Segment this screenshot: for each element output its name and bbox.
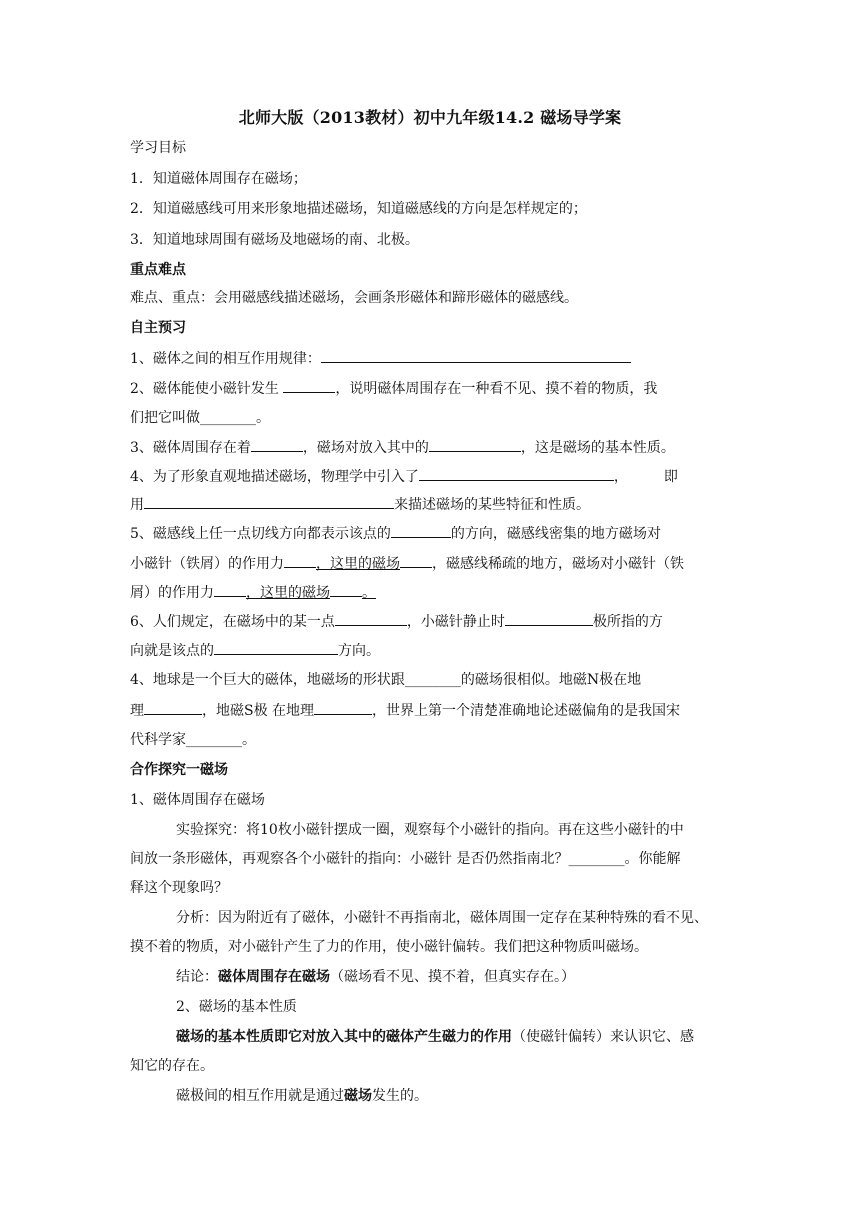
question-text: 理 bbox=[130, 703, 144, 719]
property-bold: 磁场的基本性质即它对放入其中的磁体产生磁力的作用 bbox=[176, 1029, 512, 1045]
question-5 bbox=[130, 523, 730, 544]
question-text: 的方向，磁感线密集的地方磁场对 bbox=[450, 526, 661, 542]
key-text: 难点、重点：会用磁感线描述磁场，会画条形磁体和蹄形磁体的磁感线。 bbox=[130, 290, 578, 306]
question-text: 间放一条形磁体，再观察各个小磁针的指向：小磁针 是否仍然指南北？ bbox=[130, 851, 569, 867]
pole-interaction-text bbox=[176, 1086, 776, 1106]
question-3 bbox=[130, 437, 730, 458]
question-text: ， bbox=[613, 469, 628, 485]
question-text: ，小磁针静止时 bbox=[406, 614, 505, 630]
answer-blank[interactable] bbox=[419, 466, 614, 481]
answer-blank[interactable] bbox=[391, 523, 451, 538]
question-6 bbox=[130, 611, 730, 632]
question-7-cont bbox=[130, 700, 730, 721]
question-text: 。你能解 bbox=[624, 851, 681, 867]
answer-blank[interactable] bbox=[330, 582, 362, 597]
conclusion-bold: 磁体周围存在磁场 bbox=[218, 969, 330, 985]
conclusion bbox=[176, 967, 776, 987]
answer-blank[interactable]: ________ bbox=[404, 672, 461, 688]
property-text bbox=[176, 1027, 776, 1047]
conclusion-label: 结论： bbox=[176, 969, 218, 985]
question-text: 向就是该点的 bbox=[130, 643, 214, 659]
pole-bold: 磁场 bbox=[344, 1088, 372, 1104]
answer-blank[interactable] bbox=[335, 611, 407, 626]
answer-blank[interactable] bbox=[144, 700, 202, 715]
question-text: 方向。 bbox=[338, 643, 380, 659]
question-text: 。 bbox=[242, 732, 256, 748]
answer-blank[interactable]: ________ bbox=[186, 732, 242, 748]
question-5-cont bbox=[130, 553, 730, 574]
question-6-cont bbox=[130, 640, 730, 661]
question-text: 来描述磁场的某些特征和性质。 bbox=[394, 497, 590, 513]
question-text: 5、磁感线上任一点切线方向都表示该点的 bbox=[130, 526, 391, 542]
explore-subheading: 1、磁体周围存在磁场 bbox=[130, 792, 265, 808]
pole-text-end: 发生的。 bbox=[372, 1088, 428, 1104]
objective-item: 2．知道磁感线可用来形象地描述磁场，知道磁感线的方向是怎样规定的； bbox=[130, 201, 587, 217]
question-2 bbox=[130, 378, 730, 399]
question-text: 们把它叫做 bbox=[130, 410, 200, 426]
question-text: 。 bbox=[362, 585, 376, 601]
question-text: 2、磁体能使小磁针发生 bbox=[130, 381, 279, 397]
question-text: 4、为了形象直观地描述磁场，物理学中引入了 bbox=[130, 469, 419, 485]
pole-text: 磁极间的相互作用就是通过 bbox=[176, 1088, 344, 1104]
answer-blank[interactable] bbox=[144, 494, 394, 509]
answer-blank[interactable] bbox=[214, 640, 338, 655]
answer-blank[interactable] bbox=[251, 437, 303, 452]
answer-blank[interactable]: ________。 bbox=[200, 410, 270, 426]
property-rest: （使磁针偏转）来认识它、感 bbox=[512, 1029, 694, 1045]
question-text: 屑）的作用力 bbox=[130, 585, 214, 601]
question-text: 小磁针（铁屑）的作用力 bbox=[130, 556, 284, 572]
explore-heading: 合作探究一磁场 bbox=[130, 762, 228, 778]
question-text: 6、人们规定，在磁场中的某一点 bbox=[130, 614, 335, 630]
answer-blank[interactable]: ________ bbox=[568, 851, 625, 867]
answer-blank[interactable] bbox=[283, 378, 335, 393]
answer-blank[interactable] bbox=[284, 553, 316, 568]
answer-blank[interactable] bbox=[400, 553, 432, 568]
experiment-text-cont2: 释这个现象吗？ bbox=[130, 880, 228, 896]
question-5-cont2 bbox=[130, 582, 730, 603]
page-title: 北师大版（2013教材）初中九年级14.2 磁场导学案 bbox=[238, 108, 622, 127]
property-text-cont: 知它的存在。 bbox=[130, 1058, 214, 1074]
answer-blank[interactable] bbox=[429, 437, 521, 452]
experiment-text: 实验探究：将10枚小磁针摆成一圈，观察每个小磁针的指向。再在这些小磁针的中 bbox=[176, 822, 684, 838]
objective-item: 1．知道磁体周围存在磁场； bbox=[130, 171, 307, 187]
answer-blank[interactable] bbox=[321, 348, 631, 363]
answer-blank[interactable] bbox=[314, 700, 372, 715]
objective-item: 3．知道地球周围有磁场及地磁场的南、北极。 bbox=[130, 232, 419, 248]
conclusion-rest: （磁场看不见、摸不着，但真实存在。） bbox=[330, 969, 575, 985]
preview-heading: 自主预习 bbox=[130, 320, 186, 336]
question-text: 用 bbox=[130, 497, 144, 513]
question-text: ，这里的磁场 bbox=[246, 585, 330, 601]
question-text: ，磁感线稀疏的地方，磁场对小磁针（铁 bbox=[432, 556, 684, 572]
answer-blank[interactable] bbox=[214, 582, 246, 597]
question-text: ，世界上第一个清楚准确地论述磁偏角的是我国宋 bbox=[372, 703, 681, 719]
question-7-cont2 bbox=[130, 730, 730, 750]
question-text: ，这里的磁场 bbox=[316, 556, 400, 572]
key-heading: 重点难点 bbox=[130, 262, 186, 278]
question-text: 即 bbox=[663, 469, 678, 485]
question-text: ，磁场对放入其中的 bbox=[302, 440, 429, 456]
objectives-heading: 学习目标 bbox=[130, 140, 186, 156]
question-text: 1、磁体之间的相互作用规律： bbox=[130, 351, 321, 367]
question-text: 3、磁体周围存在着 bbox=[130, 440, 251, 456]
analysis-text: 分析：因为附近有了磁体，小磁针不再指南北，磁体周围一定存在某种特殊的看不见、 bbox=[176, 910, 708, 926]
explore-subheading-2: 2、磁场的基本性质 bbox=[176, 999, 297, 1015]
question-text: ，地磁S极 在地理 bbox=[202, 703, 315, 719]
question-text: 极所指的方 bbox=[592, 614, 663, 630]
question-7 bbox=[130, 670, 730, 690]
question-text: ，说明磁体周围存在一种看不见、摸不着的物质，我 bbox=[335, 381, 658, 397]
experiment-text-cont bbox=[130, 849, 730, 869]
question-4-cont bbox=[130, 494, 730, 515]
question-2-cont bbox=[130, 408, 730, 428]
question-text: 代科学家 bbox=[130, 732, 186, 748]
question-text: ，这是磁场的基本性质。 bbox=[520, 440, 675, 456]
answer-blank[interactable] bbox=[505, 611, 593, 626]
question-1 bbox=[130, 348, 730, 369]
question-4 bbox=[130, 466, 730, 487]
analysis-text-cont: 摸不着的物质，对小磁针产生了力的作用，使小磁针偏转。我们把这种物质叫磁场。 bbox=[130, 939, 648, 955]
question-text: 的磁场很相似。地磁N极在地 bbox=[460, 672, 642, 688]
question-text: 4、地球是一个巨大的磁体，地磁场的形状跟 bbox=[130, 672, 405, 688]
